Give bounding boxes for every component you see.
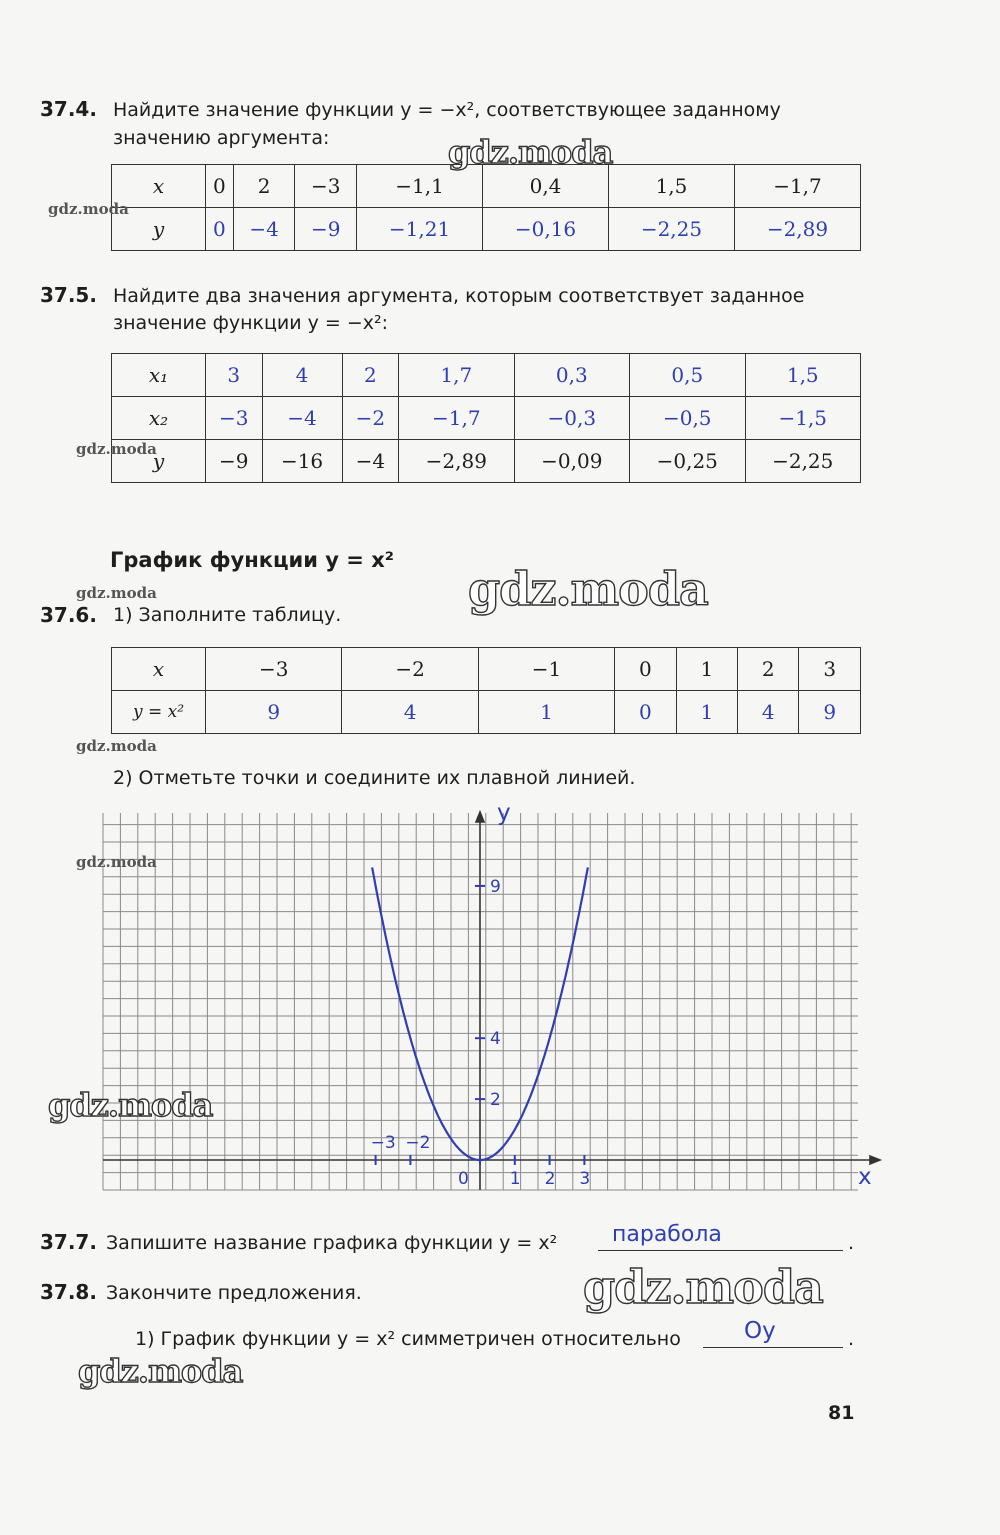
cell-x: 0: [206, 165, 234, 208]
answer-cell-y: −2,25: [608, 208, 734, 251]
task-37-8-text: Закончите предложения.: [106, 1282, 362, 1304]
x-tick-label: 1: [509, 1169, 521, 1189]
watermark: gdz.moda: [76, 584, 157, 602]
cell-x: −3: [295, 165, 357, 208]
answer-cell-y: −4: [233, 208, 295, 251]
answer-cell-y: 0: [206, 208, 234, 251]
answer-cell-x2: −3: [206, 397, 263, 440]
page-number: 81: [828, 1402, 855, 1424]
cell-x: 2: [738, 648, 799, 691]
cell-x: 1,5: [608, 165, 734, 208]
x-tick-label: 0: [458, 1169, 469, 1189]
answer-cell-x1: 2: [342, 354, 399, 397]
task-37-5-text-line1: Найдите два значения аргумента, которым соответствует заданное: [113, 285, 805, 307]
cell-y: −16: [262, 440, 342, 483]
answer-cell-y: −1,21: [357, 208, 483, 251]
answer-cell-x2: −1,7: [399, 397, 514, 440]
answer-cell-x2: −4: [262, 397, 342, 440]
answer-cell-y: 9: [206, 691, 342, 734]
task-37-8-item1: 1) График функции y = x² симметричен относительно: [135, 1328, 681, 1350]
answer-cell-y: 4: [342, 691, 478, 734]
cell-x: 3: [799, 648, 861, 691]
x-tick-label: −3: [370, 1133, 396, 1153]
y-axis-arrow: [476, 812, 484, 822]
answer-cell-y: −2,89: [734, 208, 860, 251]
x-tick-label: 3: [579, 1169, 591, 1189]
answer-cell-y: −9: [295, 208, 357, 251]
period: .: [848, 1232, 855, 1254]
watermark: gdz.moda: [76, 440, 157, 458]
period: .: [848, 1328, 855, 1350]
y-tick-label: 9: [490, 876, 501, 897]
y-axis-label: y: [497, 800, 511, 826]
x-axis-arrow: [870, 1156, 880, 1164]
watermark: gdz.moda: [76, 853, 157, 871]
task-37-5-text-line2: значение функции y = −x²:: [113, 312, 389, 334]
task-37-7-text: Запишите название графика функции y = x²: [106, 1232, 558, 1254]
cell-x: 2: [233, 165, 295, 208]
answer-37-8: Oy: [744, 1318, 776, 1344]
watermark: gdz.moda: [583, 1260, 823, 1314]
answer-cell-x2: −1,5: [745, 397, 861, 440]
answer-cell-y: 1: [478, 691, 614, 734]
cell-y: −4: [342, 440, 399, 483]
answer-cell-x2: −0,3: [514, 397, 629, 440]
watermark: gdz.moda: [76, 737, 157, 755]
answer-line-37-7: [598, 1250, 843, 1251]
watermark: gdz.moda: [48, 200, 129, 218]
task-37-6-part1: 1) Заполните таблицу.: [113, 604, 342, 626]
graph-grid: [100, 810, 890, 1200]
cell-x: −3: [206, 648, 342, 691]
x-tick-label: 2: [544, 1169, 556, 1189]
cell-y: −2,89: [399, 440, 514, 483]
answer-cell-x1: 4: [262, 354, 342, 397]
cell-x: −1,7: [734, 165, 860, 208]
table-37-4: [111, 164, 861, 251]
answer-cell-y: 9: [799, 691, 861, 734]
cell-y: −2,25: [745, 440, 861, 483]
task-37-7-number: 37.7.: [40, 1230, 97, 1254]
watermark: gdz.moda: [48, 1086, 213, 1124]
row-label-y: y: [112, 208, 206, 251]
watermark: gdz.moda: [78, 1352, 243, 1390]
answer-cell-y: 1: [676, 691, 737, 734]
task-37-5-number: 37.5.: [40, 283, 97, 307]
answer-line-37-8: [703, 1347, 843, 1348]
answer-cell-x1: 0,5: [630, 354, 745, 397]
answer-cell-x2: −2: [342, 397, 399, 440]
task-37-8-number: 37.8.: [40, 1280, 97, 1304]
watermark: gdz.moda: [468, 562, 708, 616]
answer-37-7: парабола: [612, 1222, 722, 1247]
answer-cell-x1: 1,7: [399, 354, 514, 397]
task-37-4-number: 37.4.: [40, 97, 97, 121]
x-tick-label: −2: [405, 1133, 431, 1153]
row-label-x2: x₂: [112, 397, 206, 440]
cell-x: 0,4: [483, 165, 609, 208]
task-37-4-text-line1: Найдите значение функции y = −x², соответствующее заданному: [113, 99, 781, 121]
cell-x: 1: [676, 648, 737, 691]
x-axis-label: x: [858, 1164, 872, 1190]
task-37-6-number: 37.6.: [40, 603, 97, 627]
task-37-4-text-line2: значению аргумента:: [113, 127, 330, 149]
cell-y: −0,09: [514, 440, 629, 483]
y-tick-label: 4: [490, 1029, 501, 1050]
cell-x: 0: [615, 648, 676, 691]
task-37-6-part2: 2) Отметьте точки и соедините их плавной линией.: [113, 767, 636, 789]
row-label-y: y = x²: [112, 691, 206, 734]
table-37-6: [111, 647, 861, 734]
row-label-x1: x₁: [112, 354, 206, 397]
cell-x: −1,1: [357, 165, 483, 208]
table-37-5: [111, 353, 861, 483]
answer-cell-y: −0,16: [483, 208, 609, 251]
answer-cell-y: 4: [738, 691, 799, 734]
row-label-x: x: [112, 165, 206, 208]
answer-cell-x1: 3: [206, 354, 263, 397]
answer-cell-y: 0: [615, 691, 676, 734]
cell-x: −1: [478, 648, 614, 691]
cell-y: −9: [206, 440, 263, 483]
answer-cell-x1: 0,3: [514, 354, 629, 397]
cell-x: −2: [342, 648, 478, 691]
answer-cell-x1: 1,5: [745, 354, 861, 397]
answer-cell-x2: −0,5: [630, 397, 745, 440]
y-tick-label: 2: [490, 1090, 501, 1111]
row-label-x: x: [112, 648, 206, 691]
section-heading: График функции y = x²: [110, 548, 394, 572]
watermark: gdz.moda: [448, 133, 613, 171]
row-label-y: y: [112, 440, 206, 483]
cell-y: −0,25: [630, 440, 745, 483]
